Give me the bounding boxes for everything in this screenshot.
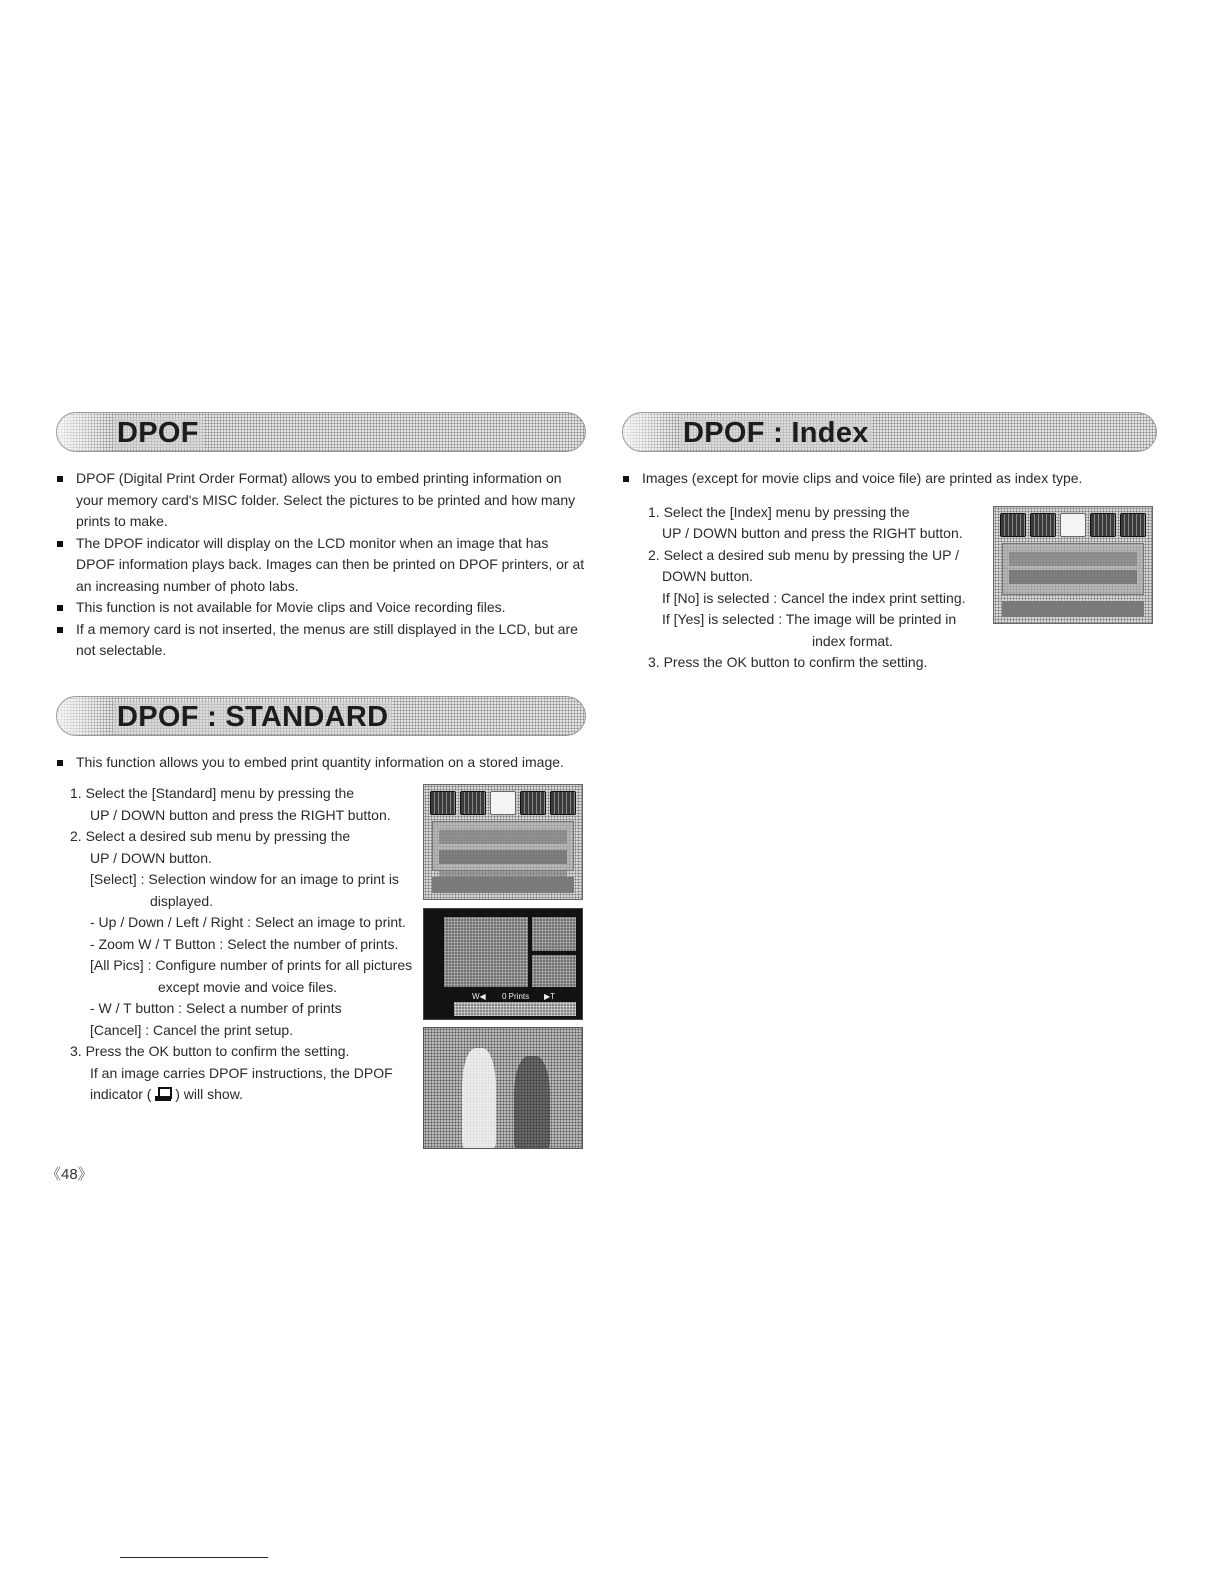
menu-row: [1009, 552, 1137, 566]
menu-tab-bar: [1000, 513, 1146, 537]
step-line: [All Pics] : Configure number of prints for all pictures: [90, 957, 413, 973]
menu-tab: [1090, 513, 1116, 537]
step-line: except movie and voice files.: [158, 978, 337, 995]
step-line: - Zoom W / T Button : Select the number of prints.: [90, 935, 399, 952]
bullet-item: The DPOF indicator will display on the LCD monitor when an image that has DPOF information plays back. Images can then be printed on DPOF printers, or at an increasing number of photo labs.: [56, 533, 586, 598]
step-line: 1. Select the [Standard] menu by pressing the: [70, 785, 355, 801]
banner-fade: [57, 697, 112, 735]
step-line: - W / T button : Select a number of prints: [90, 1000, 342, 1016]
section-title-dpof: DPOF: [113, 417, 203, 449]
index-bullet-list: [622, 468, 1157, 490]
photo-figure: [514, 1056, 550, 1149]
thumbnail: [532, 955, 576, 987]
thumbnail: [444, 917, 528, 987]
menu-row: [439, 830, 567, 844]
banner-fade: [623, 413, 678, 451]
menu-row: [439, 850, 567, 864]
step-line: [Select] : Selection window for an image to print is: [90, 871, 399, 887]
menu-footer: [432, 877, 574, 893]
step-line: [Cancel] : Cancel the print setup.: [90, 1021, 294, 1038]
menu-tab-active: [1060, 513, 1086, 537]
step-line: DOWN button.: [662, 568, 754, 584]
step-line: UP / DOWN button and press the RIGHT button.: [662, 525, 963, 541]
dpof-bullet-list: [56, 468, 586, 662]
footer-rule: [120, 1557, 268, 1558]
banner-fade: [57, 413, 112, 451]
indicator-text-start: indicator (: [90, 1086, 152, 1102]
menu-body: [432, 821, 574, 871]
menu-tab: [460, 791, 486, 815]
section-banner-dpof: [56, 412, 586, 452]
step-line: UP / DOWN button and press the RIGHT button.: [90, 806, 391, 823]
thumbnail: [532, 917, 576, 951]
step-line: If [Yes] is selected : The image will be printed in: [662, 611, 957, 627]
bullet-item: DPOF (Digital Print Order Format) allows you to embed printing information on your memory card's MISC folder. Select the pictures to be printed and how many prints to make.: [56, 468, 586, 533]
bullet-item: This function allows you to embed print quantity information on a stored image.: [56, 752, 586, 774]
menu-row: [1009, 570, 1137, 584]
zoom-wide-label: W◀: [472, 992, 486, 1001]
menu-tab: [1000, 513, 1026, 537]
prints-count-label: 0 Prints: [502, 992, 530, 1001]
menu-tab-bar: [430, 791, 576, 815]
step-line: - Up / Down / Left / Right : Select an image to print.: [90, 914, 406, 930]
step-line: displayed.: [150, 892, 214, 909]
step-line: 3. Press the OK button to confirm the setting.: [648, 654, 928, 670]
menu-footer: [1002, 601, 1144, 617]
step-line: index format.: [812, 632, 893, 649]
standard-bullet-list: [56, 752, 586, 774]
bullet-item: Images (except for movie clips and voice file) are printed as index type.: [622, 468, 1157, 490]
menu-tab: [1030, 513, 1056, 537]
select-window-screenshot: [423, 908, 583, 1020]
section-title-index: DPOF : Index: [679, 417, 873, 449]
step-line: UP / DOWN button.: [90, 849, 212, 866]
indicator-text-end: ) will show.: [175, 1086, 243, 1102]
step-line: 2. Select a desired sub menu by pressing the UP /: [648, 546, 960, 563]
dpof-photo-screenshot: [423, 1027, 583, 1149]
step-line: 2. Select a desired sub menu by pressing the: [70, 828, 351, 844]
step-line: If [No] is selected : Cancel the index print setting.: [662, 589, 966, 606]
zoom-tele-label: ▶T: [544, 992, 556, 1001]
section-banner-index: [622, 412, 1157, 452]
step-line: 1. Select the [Index] menu by pressing the: [648, 503, 910, 520]
ok-bar: [454, 1002, 576, 1016]
page-number: 《48》: [46, 1166, 93, 1183]
menu-body: [1002, 543, 1144, 595]
menu-tab: [430, 791, 456, 815]
index-menu-screenshot: [993, 506, 1153, 624]
menu-tab-active: [490, 791, 516, 815]
photo-figure: [462, 1048, 496, 1148]
step-line: If an image carries DPOF instructions, the DPOF: [90, 1064, 393, 1081]
menu-tab: [550, 791, 576, 815]
section-title-standard: DPOF : STANDARD: [113, 701, 392, 733]
bullet-item: This function is not available for Movie clips and Voice recording files.: [56, 597, 586, 619]
bullet-item: If a memory card is not inserted, the menus are still displayed in the LCD, but are not selectable.: [56, 619, 586, 662]
menu-tab: [1120, 513, 1146, 537]
printer-icon: [155, 1086, 171, 1102]
standard-menu-screenshot: [423, 784, 583, 900]
step-line: 3. Press the OK button to confirm the setting.: [70, 1043, 350, 1059]
menu-tab: [520, 791, 546, 815]
section-banner-standard: [56, 696, 586, 736]
